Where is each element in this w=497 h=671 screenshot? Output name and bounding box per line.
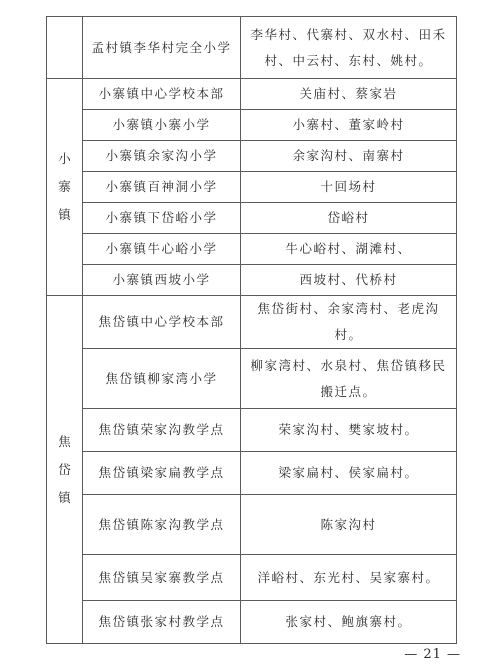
school-cell: 焦岱镇陈家沟教学点: [83, 495, 241, 555]
table-row: [47, 601, 457, 644]
villages-cell: 西坡村、代桥村: [241, 265, 457, 296]
school-cell: 孟村镇李华村完全小学: [83, 17, 241, 79]
table-row: [47, 409, 457, 452]
school-cell: 小寨镇中心学校本部: [83, 79, 241, 110]
table-row: [47, 110, 457, 141]
villages-cell: 牛心峪村、湖滩村、: [241, 234, 457, 265]
table-row: [47, 234, 457, 265]
villages-cell: 小寨村、董家岭村: [241, 110, 457, 141]
town-name-char: 寨: [58, 179, 71, 194]
table-row: [47, 265, 457, 296]
table-row: [47, 79, 457, 110]
table-row: [47, 141, 457, 172]
page-number: — 21 —: [404, 647, 461, 662]
town-cell-xiaozhai: [47, 79, 83, 296]
town-name-char: 焦: [58, 433, 71, 449]
school-cell: 焦岱镇荣家沟教学点: [83, 409, 241, 452]
school-cell: 小寨镇余家沟小学: [83, 141, 241, 172]
school-district-table: [46, 16, 457, 644]
villages-cell: 荣家沟村、樊家坡村。: [241, 409, 457, 452]
school-cell: 焦岱镇中心学校本部: [83, 296, 241, 349]
town-cell-jiaodai: [47, 296, 83, 644]
table-row: [47, 555, 457, 601]
villages-cell: 洋峪村、东光村、吴家寨村。: [241, 555, 457, 601]
school-cell: 焦岱镇张家村教学点: [83, 601, 241, 644]
villages-cell: 陈家沟村: [241, 495, 457, 555]
school-cell: 小寨镇小寨小学: [83, 110, 241, 141]
town-name-char: 岱: [58, 461, 71, 477]
town-name-char: 镇: [58, 207, 71, 222]
school-cell: 焦岱镇梁家扁教学点: [83, 452, 241, 495]
villages-cell: 柳家湾村、水泉村、焦岱镇移民搬迁点。: [241, 349, 457, 409]
villages-cell: 余家沟村、南寨村: [241, 141, 457, 172]
school-cell: 小寨镇牛心峪小学: [83, 234, 241, 265]
school-cell: 焦岱镇吴家寨教学点: [83, 555, 241, 601]
school-cell: 小寨镇下岱峪小学: [83, 203, 241, 234]
table-row: [47, 349, 457, 409]
table-row: [47, 296, 457, 349]
villages-cell: 十回场村: [241, 172, 457, 203]
villages-cell: 张家村、鲍旗寨村。: [241, 601, 457, 644]
school-cell: 小寨镇百神洞小学: [83, 172, 241, 203]
villages-cell: 关庙村、蔡家岩: [241, 79, 457, 110]
table-row: [47, 17, 457, 79]
town-name-char: 小: [58, 151, 71, 166]
town-name-char: 镇: [58, 489, 71, 505]
table-row: [47, 172, 457, 203]
school-cell: 小寨镇西坡小学: [83, 265, 241, 296]
villages-cell: 焦岱街村、余家湾村、老虎沟村。: [241, 296, 457, 349]
table-row: [47, 452, 457, 495]
villages-cell: 李华村、代寨村、双水村、田禾村、中云村、东村、姚村。: [241, 17, 457, 79]
villages-cell: 岱峪村: [241, 203, 457, 234]
table-row: [47, 495, 457, 555]
school-cell: 焦岱镇柳家湾小学: [83, 349, 241, 409]
town-cell: [47, 17, 83, 79]
table-row: [47, 203, 457, 234]
villages-cell: 梁家扁村、侯家扁村。: [241, 452, 457, 495]
